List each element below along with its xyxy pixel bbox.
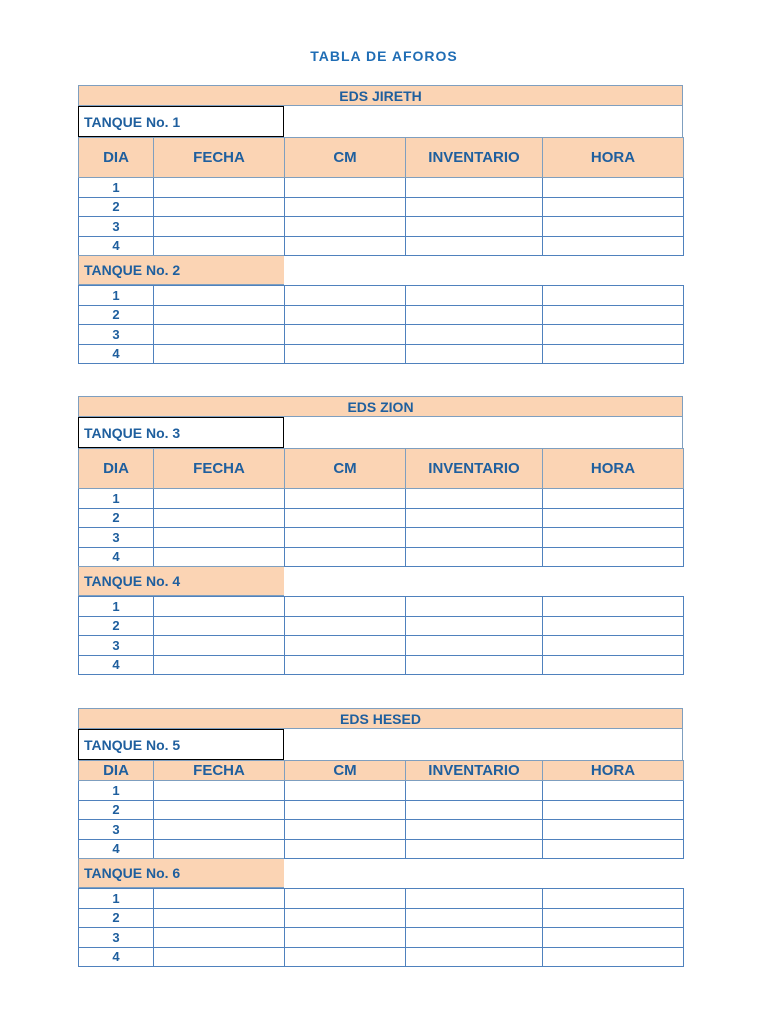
input-cell-inventario[interactable] [406,655,543,675]
input-cell-fecha[interactable] [154,286,285,306]
input-cell-hora[interactable] [543,305,684,325]
input-cell-inventario[interactable] [406,889,543,909]
tank-label-blank [284,729,683,760]
input-cell-fecha[interactable] [154,839,285,859]
input-cell-hora[interactable] [543,597,684,617]
column-header-dia: DIA [79,138,154,178]
input-cell-hora[interactable] [543,528,684,548]
input-cell-hora[interactable] [543,236,684,256]
tank-table [78,448,684,567]
input-cell-cm[interactable] [285,908,406,928]
tank-label-blank [284,417,683,448]
input-cell-fecha[interactable] [154,889,285,909]
table-row [79,489,684,509]
input-cell-fecha[interactable] [154,489,285,509]
day-cell: 4 [79,947,154,967]
input-cell-hora[interactable] [543,889,684,909]
column-header-hora: HORA [543,449,684,489]
input-cell-cm[interactable] [285,489,406,509]
input-cell-inventario[interactable] [406,528,543,548]
input-cell-inventario[interactable] [406,820,543,840]
input-cell-fecha[interactable] [154,344,285,364]
input-cell-hora[interactable] [543,908,684,928]
station-header: EDS HESED [78,708,683,729]
input-cell-cm[interactable] [285,839,406,859]
table-row [79,508,684,528]
day-cell: 1 [79,889,154,909]
day-cell: 3 [79,217,154,237]
table-row [79,305,684,325]
column-header-hora: HORA [543,138,684,178]
input-cell-hora[interactable] [543,820,684,840]
tank-label: TANQUE No. 6 [78,858,284,888]
input-cell-fecha[interactable] [154,197,285,217]
day-cell: 1 [79,489,154,509]
day-cell: 4 [79,547,154,567]
day-cell: 2 [79,197,154,217]
input-cell-inventario[interactable] [406,597,543,617]
input-cell-cm[interactable] [285,636,406,656]
input-cell-cm[interactable] [285,947,406,967]
input-cell-inventario[interactable] [406,217,543,237]
column-header-row [79,761,684,781]
input-cell-cm[interactable] [285,178,406,198]
input-cell-hora[interactable] [543,217,684,237]
input-cell-fecha[interactable] [154,908,285,928]
table-row [79,597,684,617]
column-header-row [79,138,684,178]
input-cell-hora[interactable] [543,947,684,967]
day-cell: 2 [79,508,154,528]
tank-label: TANQUE No. 4 [78,566,284,596]
input-cell-fecha[interactable] [154,305,285,325]
table-row [79,286,684,306]
table-row [79,528,684,548]
input-cell-cm[interactable] [285,889,406,909]
station-header: EDS JIRETH [78,85,683,106]
table-row [79,236,684,256]
input-cell-cm[interactable] [285,547,406,567]
input-cell-cm[interactable] [285,655,406,675]
input-cell-inventario[interactable] [406,344,543,364]
tank-label: TANQUE No. 5 [78,729,284,760]
input-cell-fecha[interactable] [154,236,285,256]
table-row [79,636,684,656]
input-cell-inventario[interactable] [406,781,543,801]
tank-label-blank [284,106,683,137]
input-cell-cm[interactable] [285,305,406,325]
input-cell-fecha[interactable] [154,217,285,237]
tank-table [78,137,684,256]
column-header-inventario: INVENTARIO [406,138,543,178]
station-header: EDS ZION [78,396,683,417]
table-row [79,547,684,567]
input-cell-fecha[interactable] [154,800,285,820]
input-cell-hora[interactable] [543,616,684,636]
page-title: TABLA DE AFOROS [310,48,458,64]
input-cell-hora[interactable] [543,547,684,567]
input-cell-cm[interactable] [285,800,406,820]
input-cell-inventario[interactable] [406,178,543,198]
input-cell-inventario[interactable] [406,286,543,306]
input-cell-hora[interactable] [543,655,684,675]
input-cell-fecha[interactable] [154,928,285,948]
tank-table [78,760,684,859]
column-header-cm: CM [285,449,406,489]
input-cell-hora[interactable] [543,286,684,306]
input-cell-inventario[interactable] [406,547,543,567]
input-cell-cm[interactable] [285,344,406,364]
column-header-fecha: FECHA [154,138,285,178]
input-cell-fecha[interactable] [154,325,285,345]
input-cell-cm[interactable] [285,286,406,306]
column-header-fecha: FECHA [154,761,285,781]
input-cell-hora[interactable] [543,178,684,198]
table-row [79,217,684,237]
column-header-fecha: FECHA [154,449,285,489]
column-header-inventario: INVENTARIO [406,449,543,489]
input-cell-cm[interactable] [285,236,406,256]
day-cell: 4 [79,839,154,859]
day-cell: 2 [79,305,154,325]
day-cell: 1 [79,597,154,617]
tank-table [78,596,684,675]
input-cell-inventario[interactable] [406,508,543,528]
table-row [79,947,684,967]
column-header-cm: CM [285,138,406,178]
day-cell: 3 [79,325,154,345]
input-cell-cm[interactable] [285,928,406,948]
table-row [79,820,684,840]
day-cell: 3 [79,928,154,948]
input-cell-cm[interactable] [285,781,406,801]
input-cell-inventario[interactable] [406,636,543,656]
day-cell: 2 [79,908,154,928]
input-cell-fecha[interactable] [154,636,285,656]
input-cell-hora[interactable] [543,839,684,859]
input-cell-hora[interactable] [543,489,684,509]
input-cell-fecha[interactable] [154,528,285,548]
column-header-inventario: INVENTARIO [406,761,543,781]
table-row [79,839,684,859]
input-cell-fecha[interactable] [154,178,285,198]
table-row [79,344,684,364]
day-cell: 2 [79,616,154,636]
input-cell-fecha[interactable] [154,781,285,801]
day-cell: 3 [79,636,154,656]
tank-label: TANQUE No. 3 [78,417,284,448]
input-cell-hora[interactable] [543,508,684,528]
day-cell: 3 [79,528,154,548]
day-cell: 4 [79,344,154,364]
day-cell: 2 [79,800,154,820]
table-row [79,928,684,948]
day-cell: 4 [79,655,154,675]
tank-table [78,285,684,364]
day-cell: 4 [79,236,154,256]
input-cell-inventario[interactable] [406,616,543,636]
input-cell-cm[interactable] [285,616,406,636]
input-cell-inventario[interactable] [406,325,543,345]
input-cell-cm[interactable] [285,597,406,617]
input-cell-cm[interactable] [285,820,406,840]
tank-label: TANQUE No. 2 [78,255,284,285]
input-cell-hora[interactable] [543,325,684,345]
input-cell-fecha[interactable] [154,597,285,617]
input-cell-cm[interactable] [285,508,406,528]
input-cell-hora[interactable] [543,781,684,801]
column-header-cm: CM [285,761,406,781]
input-cell-inventario[interactable] [406,908,543,928]
input-cell-inventario[interactable] [406,839,543,859]
day-cell: 1 [79,286,154,306]
input-cell-fecha[interactable] [154,508,285,528]
day-cell: 1 [79,178,154,198]
input-cell-inventario[interactable] [406,800,543,820]
table-row [79,889,684,909]
column-header-dia: DIA [79,449,154,489]
column-header-row [79,449,684,489]
table-row [79,197,684,217]
input-cell-fecha[interactable] [154,616,285,636]
input-cell-hora[interactable] [543,197,684,217]
table-row [79,616,684,636]
input-cell-fecha[interactable] [154,655,285,675]
input-cell-fecha[interactable] [154,820,285,840]
input-cell-fecha[interactable] [154,947,285,967]
table-row [79,800,684,820]
input-cell-inventario[interactable] [406,489,543,509]
input-cell-inventario[interactable] [406,197,543,217]
input-cell-hora[interactable] [543,928,684,948]
table-row [79,178,684,198]
table-row [79,325,684,345]
input-cell-cm[interactable] [285,325,406,345]
tank-label: TANQUE No. 1 [78,106,284,137]
input-cell-fecha[interactable] [154,547,285,567]
day-cell: 3 [79,820,154,840]
input-cell-inventario[interactable] [406,947,543,967]
input-cell-hora[interactable] [543,800,684,820]
table-row [79,655,684,675]
input-cell-inventario[interactable] [406,236,543,256]
input-cell-cm[interactable] [285,197,406,217]
day-cell: 1 [79,781,154,801]
column-header-hora: HORA [543,761,684,781]
input-cell-hora[interactable] [543,636,684,656]
input-cell-cm[interactable] [285,217,406,237]
table-row [79,781,684,801]
input-cell-cm[interactable] [285,528,406,548]
input-cell-inventario[interactable] [406,305,543,325]
input-cell-inventario[interactable] [406,928,543,948]
table-row [79,908,684,928]
column-header-dia: DIA [79,761,154,781]
tank-table [78,888,684,967]
input-cell-hora[interactable] [543,344,684,364]
